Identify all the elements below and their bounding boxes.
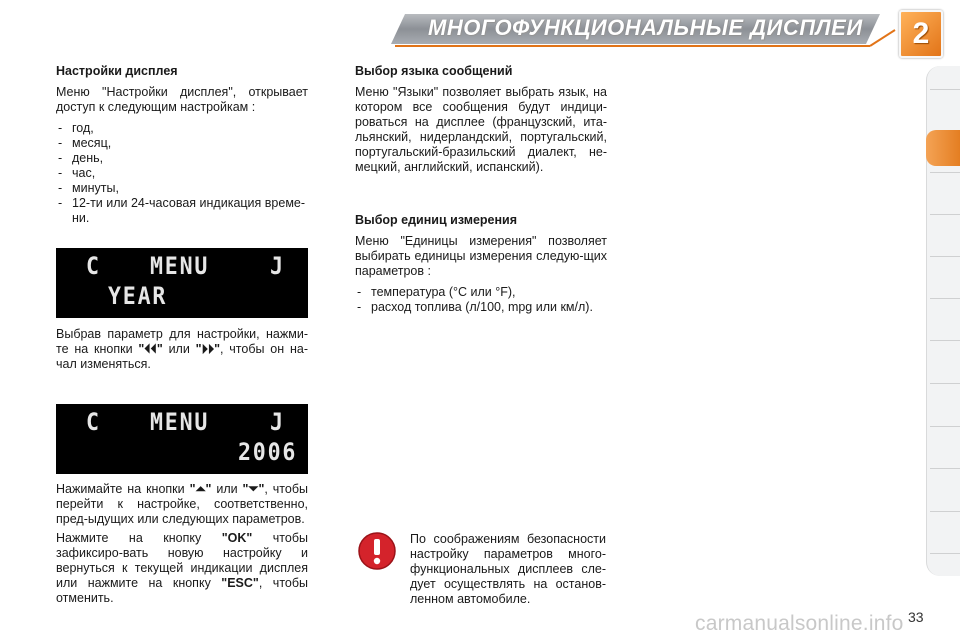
text-run: Выбрав параметр для настройки, нажми-те на кнопки <box>56 327 308 356</box>
navigation-instructions <box>56 482 308 610</box>
ok-button-label: "OK" <box>221 531 253 545</box>
lcd-menu-text: MENU <box>150 408 210 436</box>
tab-divider <box>930 553 960 554</box>
tab-divider <box>930 172 960 173</box>
select-parameter-text <box>56 327 308 376</box>
esc-button-label: "ESC" <box>221 576 259 590</box>
text-run: , чтобы перейти к настройке, соответственно, пред-ыдущих или следующих параметров. <box>56 482 308 526</box>
forward-button-label: "⏵⏵" <box>195 342 220 356</box>
lcd-value: YEAR <box>108 282 168 310</box>
text-run: Нажмите на кнопку <box>56 531 222 545</box>
down-button-label: "⏷" <box>242 482 265 496</box>
settings-list <box>56 121 308 226</box>
watermark: carmanualsonline.info <box>695 612 904 635</box>
rewind-button-label: "⏴⏴" <box>138 342 163 356</box>
list-item: - температура (°C или °F), <box>355 285 607 300</box>
list-item: - год, <box>56 121 308 136</box>
section-heading: Настройки дисплея <box>56 64 178 78</box>
lcd-left-symbol: C <box>86 252 101 280</box>
tab-divider <box>930 511 960 512</box>
language-section <box>355 64 607 179</box>
tab-divider <box>930 214 960 215</box>
page-number: 33 <box>908 609 924 625</box>
text-run: Нажимайте на кнопки <box>56 482 190 496</box>
tab-divider <box>930 426 960 427</box>
list-item: - день, <box>56 151 308 166</box>
section-heading: Выбор языка сообщений <box>355 64 513 78</box>
tab-divider <box>930 383 960 384</box>
up-button-label: "⏶" <box>189 482 212 496</box>
units-list <box>355 285 607 315</box>
page-header <box>0 0 960 58</box>
text-run: чтобы зафиксиро-вать новую настройку и вернуться к текущей индикации дисплея или нажмите на кнопку <box>56 531 308 590</box>
text-run: или <box>162 342 196 356</box>
tab-divider <box>930 256 960 257</box>
tab-divider <box>930 468 960 469</box>
lcd-value: 2006 <box>238 438 298 466</box>
units-section <box>355 213 607 315</box>
warning-icon <box>357 531 397 571</box>
section-text: Меню "Единицы измерения" позволяет выбирать единицы измерения следую-щих параметров : <box>355 234 607 278</box>
text-run: , чтобы отменить. <box>56 576 308 605</box>
list-item: - 12-ти или 24-часовая индикация време-ни. <box>56 196 308 226</box>
safety-warning-text: По соображениям безопасности настройку параметров много-функциональных дисплеев сле-дует осуществлять на останов-ленном автомобиле. <box>410 532 606 606</box>
paragraph <box>56 327 308 372</box>
text-run: или <box>211 482 243 496</box>
list-item: - минуты, <box>56 181 308 196</box>
paragraph <box>56 531 308 606</box>
section-text: Меню "Языки" позволяет выбрать язык, на котором все сообщения будут индици-роваться на дисплее (французский, ита-льянский, нидерландский, португальский, португальский-бразильский диалект, не-мецкий, английский, испанский). <box>355 85 607 174</box>
lcd-menu-text: MENU <box>150 252 210 280</box>
section-intro: Меню "Настройки дисплея", открывает доступ к следующим настройкам : <box>56 85 308 114</box>
lcd-right-symbol: J <box>270 252 285 280</box>
list-item: - час, <box>56 166 308 181</box>
lcd-right-symbol: J <box>270 408 285 436</box>
lcd-left-symbol: C <box>86 408 101 436</box>
chapter-number-badge: 2 <box>899 10 943 58</box>
display-settings-section <box>56 64 308 226</box>
tab-divider <box>930 298 960 299</box>
active-chapter-tab[interactable] <box>926 130 960 166</box>
lcd-display-2006 <box>56 404 308 474</box>
chapter-title: МНОГОФУНКЦИОНАЛЬНЫЕ ДИСПЛЕИ <box>428 15 863 40</box>
section-heading: Выбор единиц измерения <box>355 213 518 227</box>
text-run: , чтобы он на-чал изменяться. <box>56 342 308 371</box>
tab-divider <box>930 340 960 341</box>
paragraph <box>56 482 308 527</box>
tab-divider <box>930 89 960 90</box>
list-item: - расход топлива (л/100, mpg или км/л). <box>355 300 607 315</box>
lcd-display-year <box>56 248 308 318</box>
list-item: - месяц, <box>56 136 308 151</box>
